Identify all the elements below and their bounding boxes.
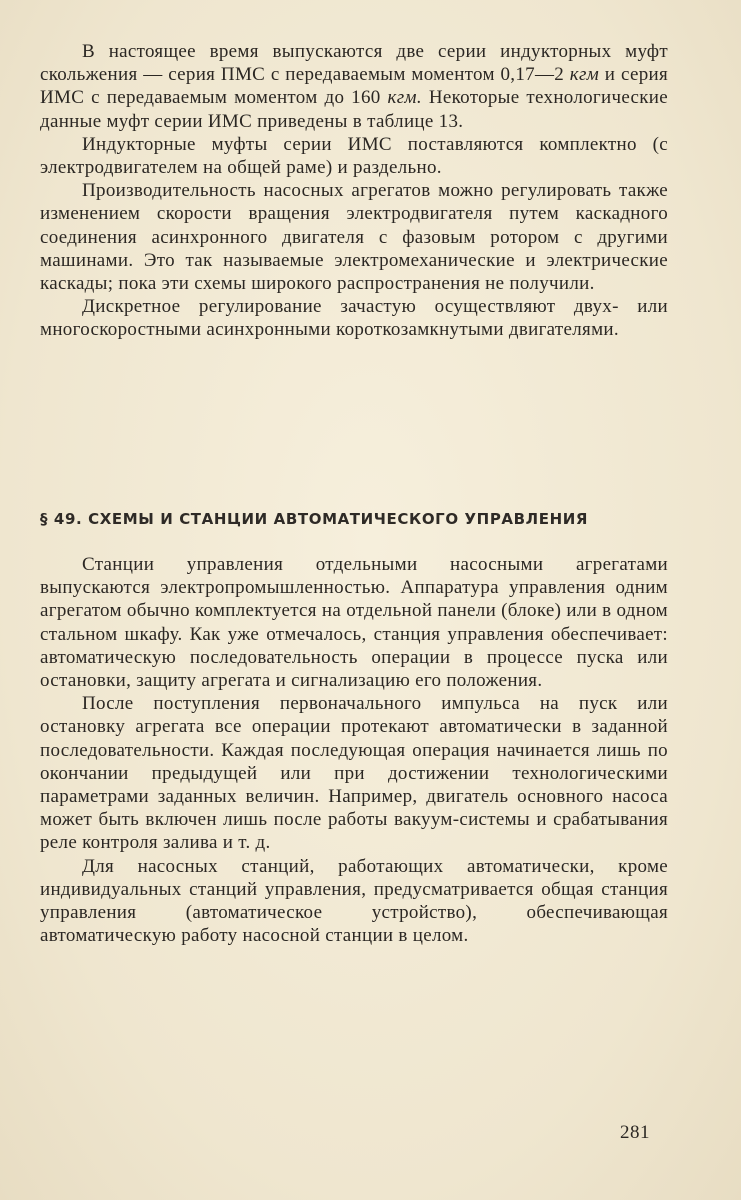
unit-text: кгм.	[387, 87, 422, 109]
text-block-top	[40, 40, 668, 342]
paragraph-text: и серия ИМС с передаваемым моментом до 160	[40, 64, 668, 109]
page-number: 281	[620, 1122, 650, 1143]
paragraph: Дискретное регулирование зачастую осуществляют двух- или многоскоростными асинхронными короткозамкнутыми двигателями.	[40, 296, 668, 341]
paragraph: Станции управления отдельными насосными агрегатами выпускаются электропромышленностью. Аппаратура управления одним агрегатом обычно комплектуется на отдельной панели (блоке) или в одном стальном шкафу. Как уже отмечалось, станция управления обеспечивает: автоматическую последовательность операции в процессе пуска или остановки, защиту агрегата и сигнализацию его положения.	[40, 554, 668, 692]
unit-text: кгм	[569, 64, 600, 86]
paragraph: Производительность насосных агрегатов можно регулировать также изменением скорости вращения электродвигателя путем каскадного соединения асинхронного двигателя с фазовым ротором с другими машинами. Это так называемые электромеханические и электрические каскады; пока эти схемы широкого распространения не получили.	[40, 180, 668, 295]
paragraph: После поступления первоначального импульса на пуск или остановку агрегата все операции протекают автоматически в заданной последовательности. Каждая последующая операция начинается лишь по окончании предыдущей или при достижении технологическими параметрами заданных величин. Например, двигатель основного насоса может быть включен лишь после работы вакуум-системы и срабатывания реле контроля залива и т. д.	[40, 693, 668, 854]
paragraph-text: Некоторые технологические данные муфт серии ИМС приведены в таблице 13.	[40, 87, 669, 132]
paragraph: Для насосных станций, работающих автоматически, кроме индивидуальных станций управления, предусматривается общая станция управления (автоматическое устройство), обеспечивающая автоматическую работу насосной станции в целом.	[40, 855, 668, 947]
paragraph	[40, 40, 668, 133]
section-heading: § 49. СХЕМЫ И СТАНЦИИ АВТОМАТИЧЕСКОГО УПРАВЛЕНИЯ	[40, 510, 589, 528]
text-block-section	[40, 553, 668, 947]
paragraph: Индукторные муфты серии ИМС поставляются комплектно (с электродвигателем на общей раме) и раздельно.	[40, 133, 668, 179]
paragraph-text: В настоящее время выпускаются две серии индукторных муфт скольжения — серия ПМС с передаваемым моментом 0,17—2	[40, 41, 668, 86]
